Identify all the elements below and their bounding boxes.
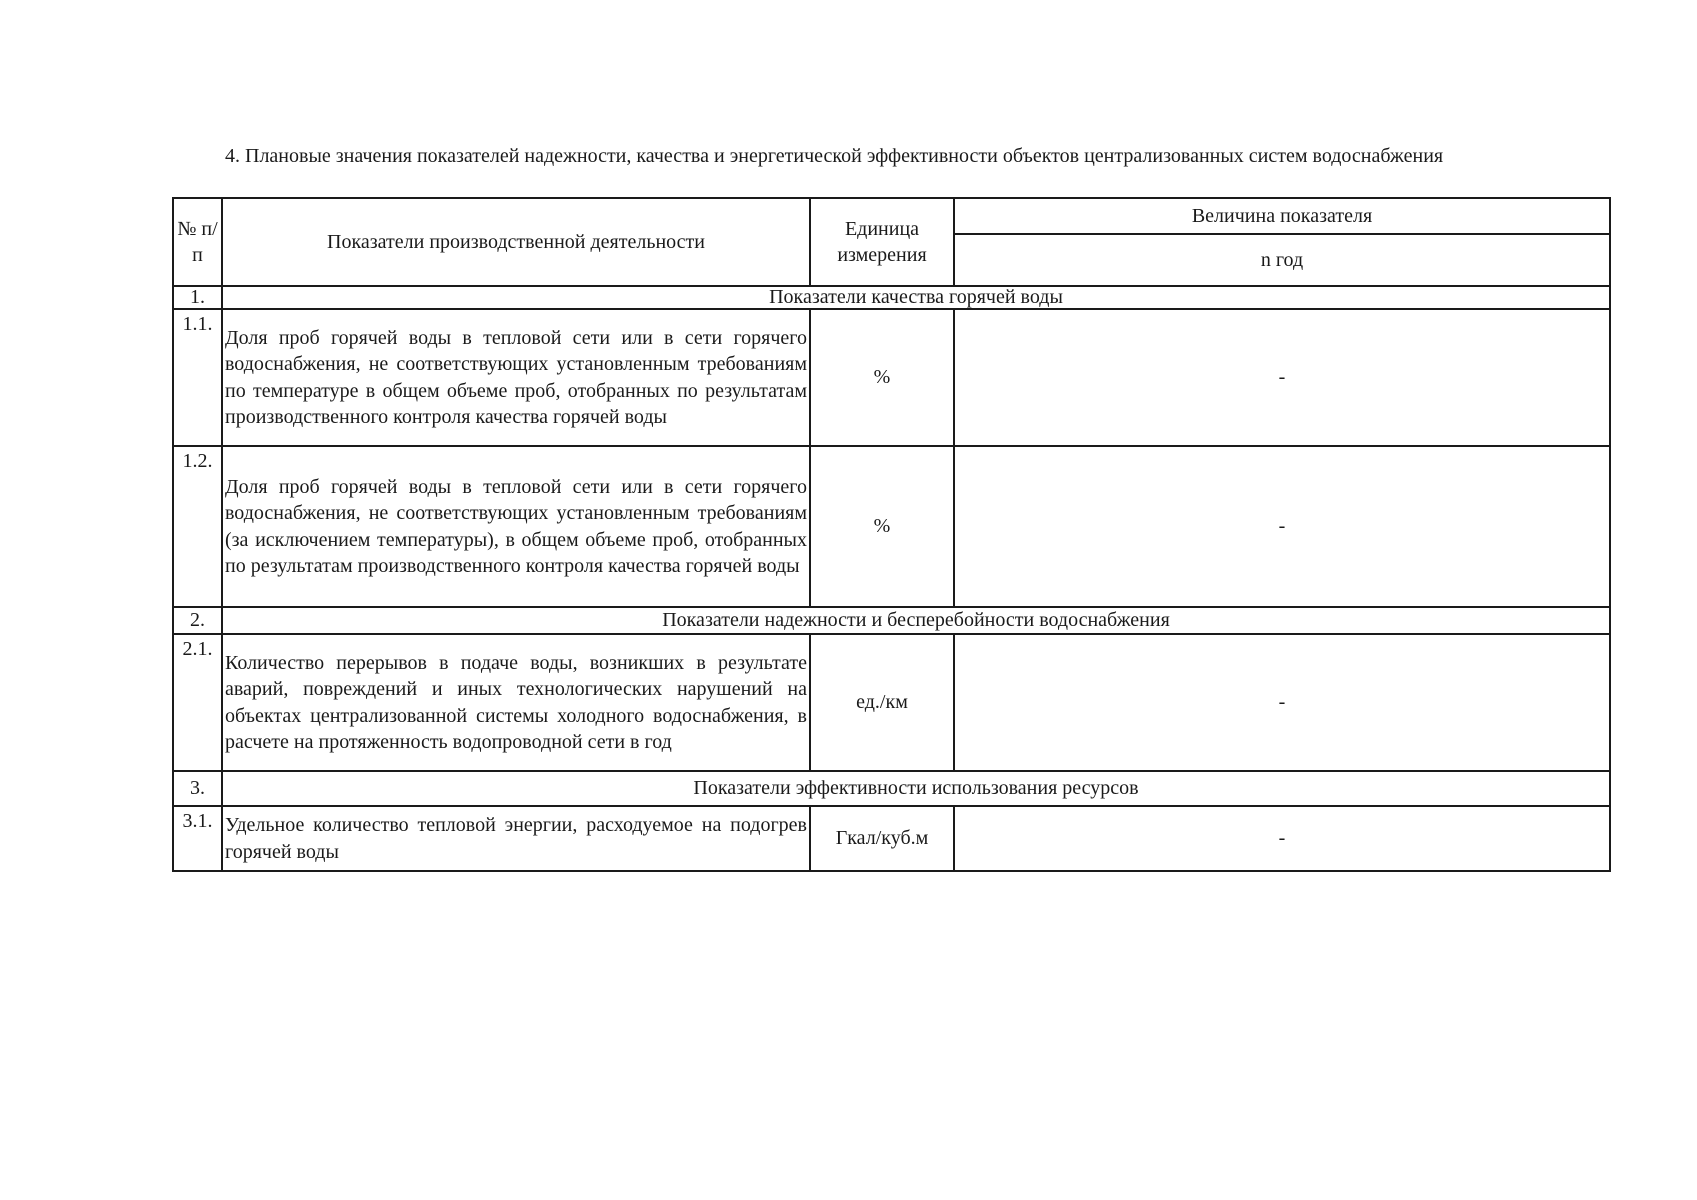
row-indicator: Доля проб горячей воды в тепловой сети или в сети горячего водоснабжения, не соответствующих установленным требованиям по температуре в общем объеме проб, отобранных по результатам производственного контроля качества горячей воды: [222, 309, 810, 446]
header-year: n год: [954, 234, 1610, 286]
section-num: 2.: [173, 607, 222, 634]
row-num: 1.1.: [173, 309, 222, 446]
row-unit: %: [810, 309, 954, 446]
header-value-group: Величина показателя: [954, 198, 1610, 234]
row-value: -: [954, 634, 1610, 771]
table-row: [173, 634, 1610, 771]
table-row: [173, 309, 1610, 446]
row-indicator: Количество перерывов в подаче воды, возникших в результате аварий, повреждений и иных технологических нарушений на объектах централизованной системы холодного водоснабжения, в расчете на протяженность водопроводной сети в год: [222, 634, 810, 771]
section-row: [173, 771, 1610, 806]
row-num: 3.1.: [173, 806, 222, 871]
row-value: -: [954, 309, 1610, 446]
row-value: -: [954, 806, 1610, 871]
table-row: [173, 806, 1610, 871]
section-title: Показатели качества горячей воды: [222, 286, 1610, 309]
table-header-row: [173, 198, 1610, 234]
row-num: 2.1.: [173, 634, 222, 771]
row-indicator: Удельное количество тепловой энергии, расходуемое на подогрев горячей воды: [222, 806, 810, 871]
row-unit: ед./км: [810, 634, 954, 771]
header-unit: Единица измерения: [810, 198, 954, 286]
section-title: Показатели надежности и бесперебойности водоснабжения: [222, 607, 1610, 634]
row-indicator: Доля проб горячей воды в тепловой сети или в сети горячего водоснабжения, не соответствующих установленным требованиям (за исключением температуры), в общем объеме проб, отобранных по результатам производственного контроля качества горячей воды: [222, 446, 810, 607]
header-indicators: Показатели производственной деятельности: [222, 198, 810, 286]
section-row: [173, 607, 1610, 634]
row-value: -: [954, 446, 1610, 607]
row-unit: Гкал/куб.м: [810, 806, 954, 871]
section-title: Показатели эффективности использования ресурсов: [222, 771, 1610, 806]
document-title: 4. Плановые значения показателей надежности, качества и энергетической эффективности объектов централизованных систем водоснабжения: [225, 145, 1444, 167]
row-unit: %: [810, 446, 954, 607]
section-row: [173, 286, 1610, 309]
table-row: [173, 446, 1610, 607]
section-num: 1.: [173, 286, 222, 309]
section-num: 3.: [173, 771, 222, 806]
header-num: № п/п: [173, 198, 222, 286]
row-num: 1.2.: [173, 446, 222, 607]
indicators-table: [172, 197, 1611, 872]
